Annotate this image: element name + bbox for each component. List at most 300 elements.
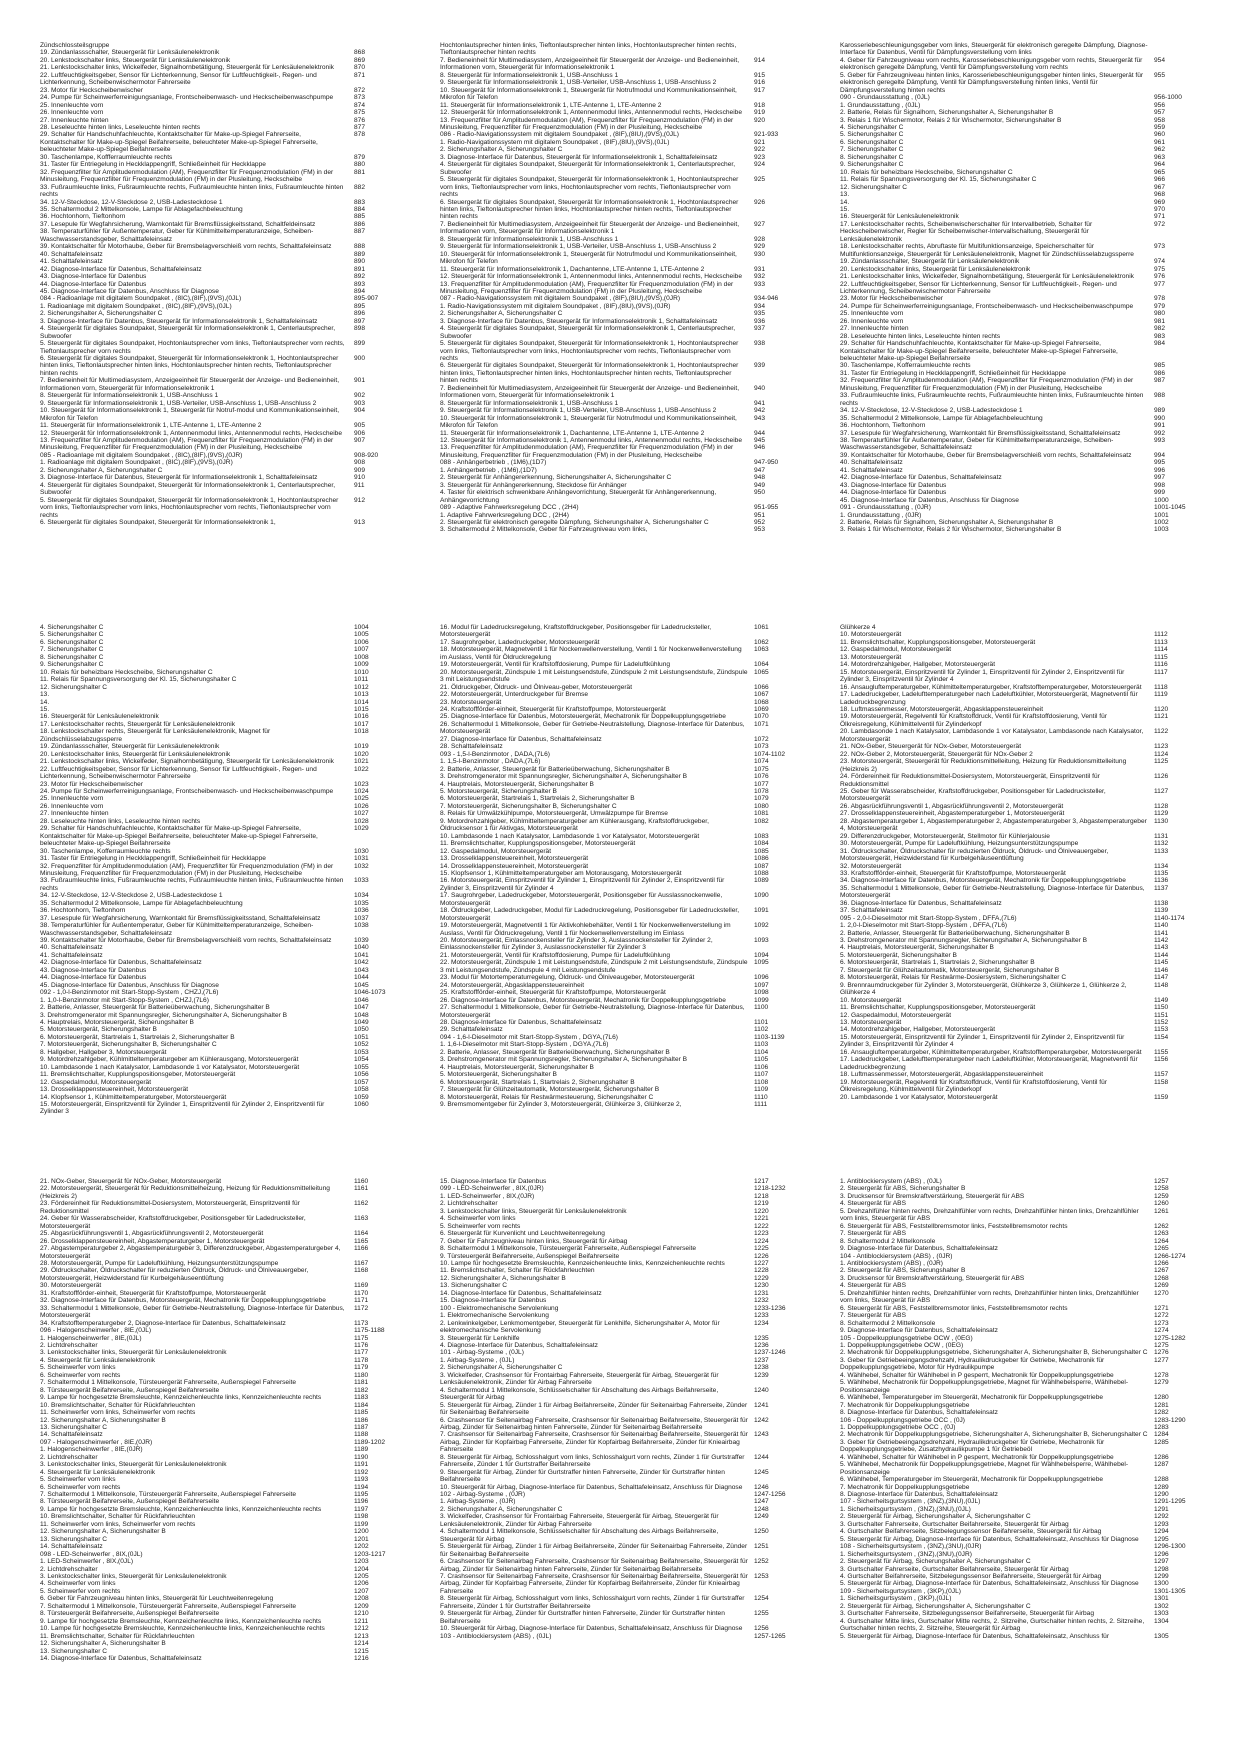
index-entry bbox=[440, 310, 812, 317]
entry-text: 22. Motorsteuergerät, Zündspule 1 mit Leistungsendstufe, Zündspule 2 mit Leistungsendstufe, Zündspule 3 mit Leistungsendstufe, Zündspule 4 mit Leistungsendstufe bbox=[440, 959, 748, 974]
index-entry bbox=[40, 273, 412, 280]
index-section-heading bbox=[840, 1588, 1212, 1595]
index-entry bbox=[40, 944, 412, 951]
entry-text: 21. Lenkstockschalter links, Wickelfeder, Signalhornbetätigung, Steuergerät für Lenksäulenelektronik bbox=[840, 273, 1134, 281]
entry-text: 5. Sicherungshalter C bbox=[840, 131, 904, 139]
entry-text: 11. Bremslichtschalter, Schalter für Rückfahrleuchten bbox=[40, 1632, 195, 1640]
entry-text: 43. Diagnose-Interface für Datenbus bbox=[840, 481, 947, 489]
entry-text: 2. Lenkwinkelgeber, Lenkmomentgeber, Steuergerät für Lenkhilfe, Sicherungshalter A, Motor für elektromechanische Servolenkung bbox=[440, 1319, 720, 1335]
entry-page: 926 bbox=[754, 198, 766, 206]
entry-page: 889 bbox=[354, 250, 366, 258]
entry-page: 1247 bbox=[754, 1498, 769, 1506]
entry-page: 1025 bbox=[354, 795, 369, 803]
entry-text: 18. Motorsteuergerät, Magnetventil 1 für Nockenwellenverstellung, Ventil 1 für Nockenwellenverstellung im Auslass, Ventil für Öldruckregelung bbox=[440, 646, 742, 661]
index-entry bbox=[440, 281, 812, 296]
index-entry bbox=[40, 281, 412, 288]
entry-text: 5. Drehzahlfühler hinten rechts, Drehzahlfühler vorn rechts, Drehzahlfühler hinten links, Drehzahlfühler vorn links, Steuergerät für ABS bbox=[840, 1207, 1139, 1223]
entry-page: 984 bbox=[1154, 340, 1166, 348]
entry-text: 29. Schalttafeleinsatz bbox=[440, 1026, 503, 1034]
entry-text: 13. Frequenzfilter für Amplitudenmodulation (AM), Frequenzfilter für Frequenzmodulation (FM) in der Minusleitung, Frequenzfilter für Frequenzmodulation (FM) in der Plusleitung, Heckscheibe bbox=[440, 116, 734, 131]
index-section-heading bbox=[840, 1498, 1212, 1505]
index-entry bbox=[440, 974, 812, 981]
entry-page: 1136 bbox=[1154, 877, 1169, 885]
index-entry bbox=[440, 1215, 812, 1222]
entry-text: 4. Scheinwerfer vorn links bbox=[440, 1215, 516, 1223]
index-entry bbox=[40, 974, 412, 981]
entry-page: 1013 bbox=[354, 691, 369, 699]
entry-page: 1047 bbox=[354, 1004, 369, 1012]
index-entry bbox=[40, 459, 412, 466]
index-entry bbox=[440, 1178, 812, 1185]
index-entry bbox=[840, 974, 1212, 981]
entry-text: 5. Scheinwerfer vorn rechts bbox=[440, 1222, 521, 1230]
entry-page: 927 bbox=[754, 220, 766, 228]
index-entry bbox=[40, 1461, 412, 1468]
entry-text: 26. Innenleuchte vorn bbox=[40, 109, 104, 117]
entry-page: 1189-1202 bbox=[354, 1438, 386, 1446]
entry-text: 39. Kontaktschalter für Motorhaube, Geber für Bremsbelagverschleiß vorn rechts, Schalttafeleinsatz bbox=[40, 243, 332, 251]
index-entry bbox=[440, 922, 812, 937]
entry-text: 11. Relais für Spannungsversorgung der Kl. 15, Sicherungshalter C bbox=[840, 176, 1037, 184]
entry-page: 967 bbox=[1154, 183, 1166, 191]
entry-text: 33. Fußraumleuchte links, Fußraumleuchte rechts, Fußraumleuchte hinten links, Fußraumleuchte hinten rechts bbox=[40, 877, 344, 892]
entry-page: 1175 bbox=[354, 1334, 369, 1342]
entry-text: 1. Doppelkupplungsgetriebe OCC , (0J) bbox=[840, 1423, 956, 1431]
entry-page: 1296-1300 bbox=[1154, 1543, 1186, 1551]
entry-text: 12. Steuergerät für Informationselektronik 1, Antennenmodul links, Antennenmodul rechts, Heckscheibe bbox=[440, 273, 743, 281]
entry-page: 1177 bbox=[354, 1349, 369, 1357]
entry-text: 092 - 1,0-l-Benzinmotor mit Start-Stopp-System , CHZJ,(7L6) bbox=[40, 989, 219, 997]
index-entry bbox=[40, 124, 412, 131]
entry-text: 28. Abgastemperaturgeber 1, Abgastemperaturgeber 2, Abgastemperaturgeber 3, Abgastemperaturgeber 4, Motorsteuergerät bbox=[840, 817, 1147, 833]
entry-page: 905 bbox=[354, 422, 366, 430]
entry-page: 1188 bbox=[354, 1431, 369, 1439]
entry-text: 4. Sicherungshalter C bbox=[840, 123, 904, 131]
index-entry bbox=[440, 400, 812, 407]
entry-text: 26. Abgasrückführungsventil 1, Abgasrückführungsventil 2, Motorsteuergerät bbox=[840, 802, 1064, 810]
entry-text: 12. Sicherungshalter A, Sicherungshalter B bbox=[40, 1640, 166, 1648]
index-entry bbox=[840, 1208, 1212, 1223]
entry-page: 1033 bbox=[354, 877, 369, 885]
index-entry bbox=[840, 930, 1212, 937]
entry-text: 45. Diagnose-Interface für Datenbus, Anschluss für Diagnose bbox=[840, 496, 1019, 504]
entry-page: 1093 bbox=[754, 937, 769, 945]
index-entry bbox=[840, 1238, 1212, 1245]
entry-text: 2. Batterie, Relais für Signalhorn, Sicherungshalter A, Sicherungshalter B bbox=[840, 519, 1054, 526]
entry-page: 1299 bbox=[1154, 1573, 1169, 1581]
index-section-heading bbox=[840, 1417, 1212, 1424]
entry-page: 1058 bbox=[354, 1086, 369, 1094]
entry-text: 13. Drosselklappensteuereinheit, Motorsteuergerät bbox=[440, 855, 589, 863]
entry-page: 1170 bbox=[354, 1289, 369, 1297]
index-section-heading bbox=[440, 1491, 812, 1498]
entry-text: 31. Kraftstoffförder-einheit, Steuergerät für Kraftstoffpumpe, Motorsteuergerät bbox=[40, 1289, 266, 1297]
index-entry bbox=[840, 1610, 1212, 1617]
entry-page: 1135 bbox=[1154, 869, 1169, 877]
entry-text: 8. Steuergerät für Informationselektronik 1, USB-Anschluss 1 bbox=[440, 71, 619, 79]
index-entry bbox=[840, 519, 1212, 526]
entry-text: 25. Geber für Wasserabscheider, Kraftstoffdruckgeber, Positionsgeber für Ladedrucksteller, Motorsteuergerät bbox=[840, 787, 1106, 803]
entry-text: 33. Fußraumleuchte links, Fußraumleuchte rechts, Fußraumleuchte hinten links, Fußraumleuchte hinten rechts bbox=[40, 183, 344, 199]
entry-page: 1173 bbox=[354, 1319, 369, 1327]
entry-page: 1088 bbox=[754, 869, 769, 877]
entry-page: 939 bbox=[754, 362, 766, 370]
entry-page: 976 bbox=[1154, 273, 1166, 281]
entry-text: 15. Diagnose-Interface für Datenbus bbox=[440, 1297, 547, 1305]
entry-page: 1090 bbox=[754, 892, 769, 900]
index-entry bbox=[840, 1305, 1212, 1312]
entry-page: 868 bbox=[354, 49, 366, 57]
index-section-heading bbox=[440, 1185, 812, 1192]
entry-page: 914 bbox=[754, 56, 766, 64]
index-entry bbox=[440, 1049, 812, 1056]
entry-text: 6. Steuergerät für ABS, Feststellbremsmotor links, Feststellbremsmotor rechts bbox=[840, 1304, 1068, 1312]
entry-text: 23. Motor für Heckscheibenwischer bbox=[40, 86, 143, 94]
index-entry bbox=[840, 654, 1212, 661]
index-entry bbox=[440, 1019, 812, 1026]
entry-page: 882 bbox=[354, 183, 366, 191]
entry-page: 1289 bbox=[1154, 1483, 1169, 1491]
entry-page: 1150 bbox=[1154, 1004, 1169, 1012]
index-entry bbox=[840, 833, 1212, 840]
entry-page: 986 bbox=[1154, 369, 1166, 377]
entry-page: 956-1000 bbox=[1154, 94, 1182, 102]
entry-text: 2. Steuergerät für Airbag, Sicherungshalter A, Sicherungshalter C bbox=[840, 1558, 1031, 1566]
entry-page: 871 bbox=[354, 71, 366, 79]
entry-page: 1254 bbox=[754, 1595, 769, 1603]
entry-page: 1260 bbox=[1154, 1200, 1169, 1208]
index-entry bbox=[440, 624, 812, 639]
entry-text: 32. Frequenzfilter für Amplitudenmodulation (AM), Frequenzfilter für Frequenzmodulation (FM) in der Minusleitung, Frequenzfilter für Frequenzmodulation (FM) in der Plusleitung, Heckscheibe bbox=[840, 377, 1134, 392]
entry-text: 6. Motorsteuergerät, Startrelais 1, Startrelais 2, Sicherungshalter B bbox=[440, 795, 635, 803]
entry-page: 963 bbox=[1154, 153, 1166, 161]
index-entry bbox=[840, 1193, 1212, 1200]
index-entry bbox=[840, 169, 1212, 176]
entry-page: 1221 bbox=[754, 1215, 769, 1223]
entry-text: 3. Lenkstockschalter links, Steuergerät für Lenksäulenelektronik bbox=[40, 1573, 227, 1581]
entry-text: 098 - LED-Scheinwerfer , 8IX,(0JL) bbox=[40, 1550, 143, 1558]
index-entry bbox=[440, 176, 812, 198]
index-entry bbox=[840, 840, 1212, 847]
entry-page: 951 bbox=[754, 511, 766, 519]
entry-text: 3. Gurtschalter Fahrerseite, Gurtschalter Beifahrerseite, Steuergerät für Airbag bbox=[840, 1520, 1069, 1528]
index-entry bbox=[840, 303, 1212, 310]
entry-text: 6. Crashsensor für Seitenairbag Fahrerseite, Crashsensor für Seitenairbag Beifahrerseite, Steuergerät für Airbag, Zünder für Seitenairbag hinten Fahrerseite, Zünder für Seitenairbag Beifahrerseite bbox=[440, 1558, 748, 1573]
entry-page: 1092 bbox=[754, 922, 769, 930]
index-entry bbox=[40, 437, 412, 452]
entry-text: 11. Bremslichtschalter, Schalter für Rückfahrleuchten bbox=[440, 1267, 595, 1275]
entry-text: 9. Diagnose-Interface für Datenbus, Schalttafeleinsatz bbox=[840, 1327, 998, 1335]
index-entry bbox=[840, 900, 1212, 907]
index-entry bbox=[840, 1049, 1212, 1056]
entry-page: 975 bbox=[1154, 265, 1166, 273]
entry-page: 1287 bbox=[1154, 1461, 1169, 1469]
entry-text: 8. Steuergerät für Informationselektronik 1, USB-Anschluss 1 bbox=[440, 235, 619, 243]
entry-page: 1104 bbox=[754, 1048, 769, 1056]
entry-text: 37. Lesespule für Wegfahrsicherung, Warnkontakt für Bremsflüssigkeitsstand, Schalttafeleinsatz bbox=[840, 429, 1121, 437]
entry-text: 23. Motorsteuergerät, Steuergerät für Reduktionsmittelleitung, Heizung für Reduktionsmittelleitung (Heizkreis 2) bbox=[840, 758, 1127, 773]
index-entry bbox=[40, 1200, 412, 1215]
entry-text: 13. Frequenzfilter für Amplitudenmodulation (AM), Frequenzfilter für Frequenzmodulation (FM) in der Minusleitung, Frequenzfilter für Frequenzmodulation (FM) in der Plusleitung, Heckscheibe bbox=[440, 280, 734, 295]
entry-text: 13. Motorsteuergerät bbox=[840, 1019, 902, 1027]
entry-text: 11. Steuergerät für Informationselektronik 1, LTE-Antenne 1, LTE-Antenne 2 bbox=[440, 101, 662, 109]
entry-text: 24. Kraftstoffförder-einheit, Steuergerät für Kraftstoffpumpe, Motorsteuergerät bbox=[440, 705, 666, 713]
entry-page: 1031 bbox=[354, 855, 369, 863]
entry-text: 6. Steuergerät für digitales Soundpaket, Steuergerät für Informationselektronik 1, bbox=[40, 519, 276, 526]
index-entry bbox=[440, 139, 812, 146]
entry-text: 33. Schaltermodul 1 Mittelkonsole, Geber für Getriebe-Neutralstellung, Diagnose-Interface für Datenbus, Motorsteuergerät bbox=[40, 1304, 345, 1320]
index-entry bbox=[440, 803, 812, 810]
entry-text: 26. Innenleuchte vorn bbox=[840, 317, 904, 325]
entry-text: 8. Diagnose-Interface für Datenbus, Schalttafeleinsatz bbox=[840, 1409, 998, 1417]
entry-text: 094 - 1,6-l-Dieselmotor mit Start-Stopp-System , DGYA,(7L6) bbox=[440, 1033, 618, 1041]
entry-page: 1200 bbox=[354, 1528, 369, 1536]
entry-text: 1. Grundausstattung , (0JR) bbox=[840, 511, 922, 519]
entry-page: 1020 bbox=[354, 750, 369, 758]
entry-page: 1030 bbox=[354, 847, 369, 855]
entry-text: 14. Diagnose-Interface für Datenbus, Schalttafeleinsatz bbox=[40, 1655, 202, 1662]
entry-page: 1103-1139 bbox=[754, 1033, 785, 1041]
entry-text: 41. Schalttafeleinsatz bbox=[840, 466, 903, 474]
entry-text: 13. Sicherungshalter C bbox=[40, 1647, 108, 1655]
index-entry bbox=[40, 1387, 412, 1394]
entry-page: 1282 bbox=[1154, 1409, 1169, 1417]
entry-page: 1161 bbox=[354, 1185, 369, 1193]
entry-page: 1070 bbox=[754, 713, 769, 721]
entry-text: 1. 1,5-l-Benzinmotor , DADA,(7L6) bbox=[440, 758, 541, 766]
index-entry bbox=[840, 1595, 1212, 1602]
entry-text: 14. Drosselklappensteuereinheit, Motorsteuergerät bbox=[440, 862, 589, 870]
index-entry bbox=[440, 1417, 812, 1432]
index-entry bbox=[840, 295, 1212, 302]
entry-page: 1050 bbox=[354, 1026, 369, 1034]
entry-text: 13. Frequenzfilter für Amplitudenmodulation (AM), Frequenzfilter für Frequenzmodulation (FM) in der Minusleitung, Frequenzfilter für Frequenzmodulation (FM) in der Plusleitung, Heckscheibe bbox=[40, 437, 334, 452]
entry-text: 20. Lenkstockschalter links, Steuergerät für Lenksäulenelektronik bbox=[40, 56, 231, 64]
entry-text: 40. Schalttafeleinsatz bbox=[40, 250, 103, 258]
entry-page: 1052 bbox=[354, 1041, 369, 1049]
index-entry bbox=[40, 407, 412, 422]
entry-page: 1203 bbox=[354, 1558, 369, 1566]
entry-page: 1279 bbox=[1154, 1379, 1169, 1387]
index-entry bbox=[440, 362, 812, 384]
entry-page: 1112 bbox=[1154, 631, 1168, 639]
index-entry bbox=[440, 512, 812, 519]
entry-text: 107 - Sicherheitsgurtsystem , (3NZ),(3NU),(0JL) bbox=[840, 1498, 981, 1506]
index-entry bbox=[40, 1402, 412, 1409]
entry-text: 22. NOx-Geber 2, Motorsteuergerät, Steuergerät für NOx-Geber 2 bbox=[840, 750, 1033, 758]
entry-page: 989 bbox=[1154, 407, 1166, 415]
entry-page: 947-950 bbox=[754, 459, 779, 467]
index-entry bbox=[840, 870, 1212, 877]
entry-text: 7. Sicherungshalter C bbox=[40, 646, 104, 654]
entry-page: 1207 bbox=[354, 1587, 369, 1595]
entry-page: 1271 bbox=[1154, 1304, 1169, 1312]
entry-page: 942 bbox=[754, 407, 766, 415]
entry-page: 1191 bbox=[354, 1461, 369, 1469]
entry-page: 1101 bbox=[754, 1019, 769, 1027]
entry-text: 6. Sicherungshalter C bbox=[40, 638, 104, 646]
entry-page: 971 bbox=[1154, 213, 1166, 221]
entry-text: 9. Türsteuergerät Beifahrerseite, Außenspiegel Beifahrerseite bbox=[440, 1252, 620, 1260]
entry-page: 1285 bbox=[1154, 1438, 1169, 1446]
entry-text: 2. Batterie, Anlasser, Steuergerät für Batterieüberwachung, Sicherungshalter B bbox=[40, 1004, 270, 1012]
entry-text: 22. Luftfeuchtigkeitsgeber, Sensor für Lichterkennung, Sensor für Luftfeuchtigkeit-, Regen- und Lichterkennung, Scheibenwischermotor Fahrerseite bbox=[40, 765, 317, 781]
entry-page: 1147 bbox=[1154, 974, 1169, 982]
index-entry bbox=[40, 87, 412, 94]
entry-text: 1. Sicherheitsgurtsystem , (3NZ),(3NU),(0JR) bbox=[840, 1550, 972, 1558]
index-entry bbox=[440, 1267, 812, 1274]
entry-page: 1118 bbox=[1154, 683, 1168, 691]
entry-page: 1010 bbox=[354, 668, 369, 676]
index-entry bbox=[40, 72, 412, 87]
entry-page: 1038 bbox=[354, 922, 369, 930]
index-entry bbox=[440, 1086, 812, 1093]
entry-text: 12. Gaspedalmodul, Motorsteuergerät bbox=[840, 646, 952, 654]
entry-page: 1077 bbox=[754, 780, 769, 788]
entry-page: 891 bbox=[354, 265, 366, 273]
index-block-1 bbox=[40, 42, 1212, 534]
entry-text: 2. Batterie, Anlasser, Steuergerät für Batterieüberwachung, Sicherungshalter B bbox=[440, 765, 670, 773]
index-entry bbox=[440, 474, 812, 481]
entry-page: 1016 bbox=[354, 713, 369, 721]
entry-page: 1107 bbox=[754, 1071, 769, 1079]
entry-page: 1280 bbox=[1154, 1394, 1169, 1402]
entry-page: 1044 bbox=[354, 974, 369, 982]
entry-page: 930 bbox=[754, 250, 766, 258]
entry-page: 917 bbox=[754, 86, 766, 94]
index-section-heading bbox=[40, 295, 412, 302]
entry-page: 1275-1282 bbox=[1154, 1334, 1186, 1342]
index-entry bbox=[440, 72, 812, 79]
entry-page: 996 bbox=[1154, 466, 1166, 474]
entry-page: 1194 bbox=[354, 1483, 369, 1491]
entry-page: 1219 bbox=[754, 1200, 769, 1208]
entry-page: 1205 bbox=[354, 1573, 369, 1581]
entry-page: 961 bbox=[1154, 138, 1166, 146]
index-entry bbox=[840, 1431, 1212, 1438]
entry-page: 1036 bbox=[354, 907, 369, 915]
entry-text: 24. Pumpe für Scheinwerferreinigungsanlage, Frontscheibenwasch- und Heckscheibenwaschpumpe bbox=[40, 787, 334, 795]
index-entry bbox=[40, 1543, 412, 1550]
entry-text: 105 - Doppelkupplungsgetriebe OCW , (0EG) bbox=[840, 1334, 973, 1342]
entry-page: 1042 bbox=[354, 959, 369, 967]
index-entry bbox=[40, 952, 412, 959]
index-entry bbox=[40, 49, 412, 56]
entry-page: 895 bbox=[354, 302, 366, 310]
entry-text: 17. Lenkstockschalter rechts, Steuergerät für Lenksäulenelektronik bbox=[40, 720, 235, 728]
entry-page: 1206 bbox=[354, 1580, 369, 1588]
index-entry bbox=[440, 266, 812, 273]
entry-text: 12. Gaspedalmodul, Motorsteuergerät bbox=[440, 847, 552, 855]
entry-text: 087 - Radio-Navigationssystem mit digitalem Soundpaket , (8IF),(8IU),(9VS),(0JR) bbox=[440, 295, 681, 303]
entry-page: 1267 bbox=[1154, 1267, 1169, 1275]
entry-page: 878 bbox=[354, 131, 366, 139]
index-section-heading bbox=[40, 1439, 412, 1446]
entry-page: 1102 bbox=[754, 1026, 769, 1034]
entry-text: 093 - 1,5-l-Benzinmotor , DADA,(7L6) bbox=[440, 750, 550, 758]
entry-text: 4. Steuergerät für digitales Soundpaket, Steuergerät für Informationselektronik 1, Centerlautsprecher, Subwoofer bbox=[440, 325, 736, 340]
entry-text: 1. LED-Scheinwerfer , 8IX,(0JR) bbox=[440, 1192, 535, 1200]
entry-page: 1128 bbox=[1154, 802, 1169, 810]
entry-page: 1151 bbox=[1154, 1011, 1169, 1019]
entry-page: 1301 bbox=[1154, 1595, 1169, 1603]
index-entry bbox=[40, 117, 412, 124]
entry-text: 8. Motorsteuergerät, Relais für Restwärme-Dosiersystem, Sicherungshalter C bbox=[840, 974, 1067, 982]
index-entry bbox=[440, 117, 812, 132]
index-entry bbox=[840, 146, 1212, 153]
entry-page: 1236 bbox=[754, 1341, 769, 1349]
entry-page: 1183 bbox=[354, 1394, 369, 1402]
entry-page: 1120 bbox=[1154, 705, 1169, 713]
entry-text: 6. Steuergerät für Kurvenlicht und Leuchtweitenregelung bbox=[440, 1230, 605, 1238]
index-entry bbox=[840, 452, 1212, 459]
entry-text: 2. Batterie, Relais für Signalhorn, Sicherungshalter A, Sicherungshalter B bbox=[840, 109, 1054, 117]
index-entry bbox=[40, 1558, 412, 1565]
entry-text: 104 - Antiblockiersystem (ABS) , (0JR) bbox=[840, 1252, 953, 1260]
entry-text: 9. Lampe für hochgesetzte Bremsleuchte, Kennzeichenleuchte links, Kennzeichenleuchte rechts bbox=[40, 1505, 322, 1513]
entry-text: 11. Bremslichtschalter, Kupplungspositionsgeber, Motorsteuergerät bbox=[40, 1071, 236, 1079]
entry-text: 8. Steuergerät für Airbag, Schlosshalgurt vorn links, Schlosshalgurt vorn rechts, Zünder 1 für Gurtstraffer Fahrerseite, Zünder 1 für Gurtstraffer Beifahrerseite bbox=[440, 1453, 745, 1469]
entry-page: 1281 bbox=[1154, 1401, 1169, 1409]
index-entry bbox=[840, 691, 1212, 706]
entry-text: 21. Lenkstockschalter links, Wickelfeder, Signalhornbetätigung, Steuergerät für Lenksäulenelektronik bbox=[40, 64, 334, 72]
index-entry bbox=[40, 392, 412, 399]
index-entry bbox=[840, 1019, 1212, 1026]
entry-page: 1164 bbox=[354, 1230, 369, 1238]
entry-text: 12. Sicherungshalter A, Sicherungshalter B bbox=[40, 1416, 166, 1424]
entry-text: 9. Sicherungshalter C bbox=[840, 161, 904, 169]
index-entry bbox=[40, 355, 412, 377]
index-entry bbox=[40, 213, 412, 220]
index-entry bbox=[40, 1230, 412, 1237]
entry-page: 1208 bbox=[354, 1595, 369, 1603]
index-entry bbox=[40, 1364, 412, 1371]
entry-text: 23. Motor für Heckscheibenwischer bbox=[40, 780, 143, 788]
index-entry bbox=[440, 146, 812, 153]
entry-page: 1266 bbox=[1154, 1259, 1169, 1267]
index-entry bbox=[40, 154, 412, 161]
index-entry bbox=[40, 1079, 412, 1086]
entry-text: 7. Steuergerät für ABS bbox=[840, 1312, 906, 1320]
index-entry bbox=[440, 1543, 812, 1558]
entry-text: 3. Diagnose-Interface für Datenbus, Steuergerät für Informationselektronik 1, Schalttafeleinsatz bbox=[40, 317, 318, 325]
index-entry bbox=[840, 1320, 1212, 1327]
index-entry bbox=[40, 1476, 412, 1483]
entry-page: 876 bbox=[354, 116, 366, 124]
index-entry bbox=[840, 1580, 1212, 1587]
index-entry bbox=[840, 713, 1212, 728]
entry-page: 979 bbox=[1154, 302, 1166, 310]
index-entry bbox=[840, 669, 1212, 684]
index-entry bbox=[440, 1342, 812, 1349]
entry-page: 1014 bbox=[354, 698, 369, 706]
entry-page: 1011 bbox=[354, 676, 369, 684]
index-entry bbox=[440, 1026, 812, 1033]
entry-text: 13. bbox=[840, 191, 850, 199]
entry-text: 24. Geber für Wasserabscheider, Kraftstoffdruckgeber, Positionsgeber für Ladedrucksteller, Motorsteuergerät bbox=[40, 1215, 306, 1230]
index-entry bbox=[440, 489, 812, 504]
index-entry bbox=[440, 1290, 812, 1297]
index-entry bbox=[440, 1625, 812, 1632]
entry-text: 7. Schaltermodul 1 Mittelkonsole, Türsteuergerät Fahrerseite, Außenspiegel Fahrerseite bbox=[40, 1491, 297, 1499]
entry-text: 19. Motorsteuergerät, Magnetventil 1 für Aktivkohlebehälter, Ventil 1 für Nockenwellenverstellung im Auslass, Ventil für Öldruckregelung, Ventil 1 für Nockenwellenverstellung im Einlass bbox=[440, 922, 731, 937]
entry-text: 4. Steuergerät für ABS bbox=[840, 1200, 906, 1208]
index-entry bbox=[40, 1297, 412, 1304]
index-entry bbox=[40, 243, 412, 250]
entry-page: 888 bbox=[354, 243, 366, 251]
entry-page: 1095 bbox=[754, 959, 769, 967]
entry-text: 3. Diagnose-Interface für Datenbus, Steuergerät für Informationselektronik 1, Schalttafeleinsatz bbox=[40, 474, 318, 482]
